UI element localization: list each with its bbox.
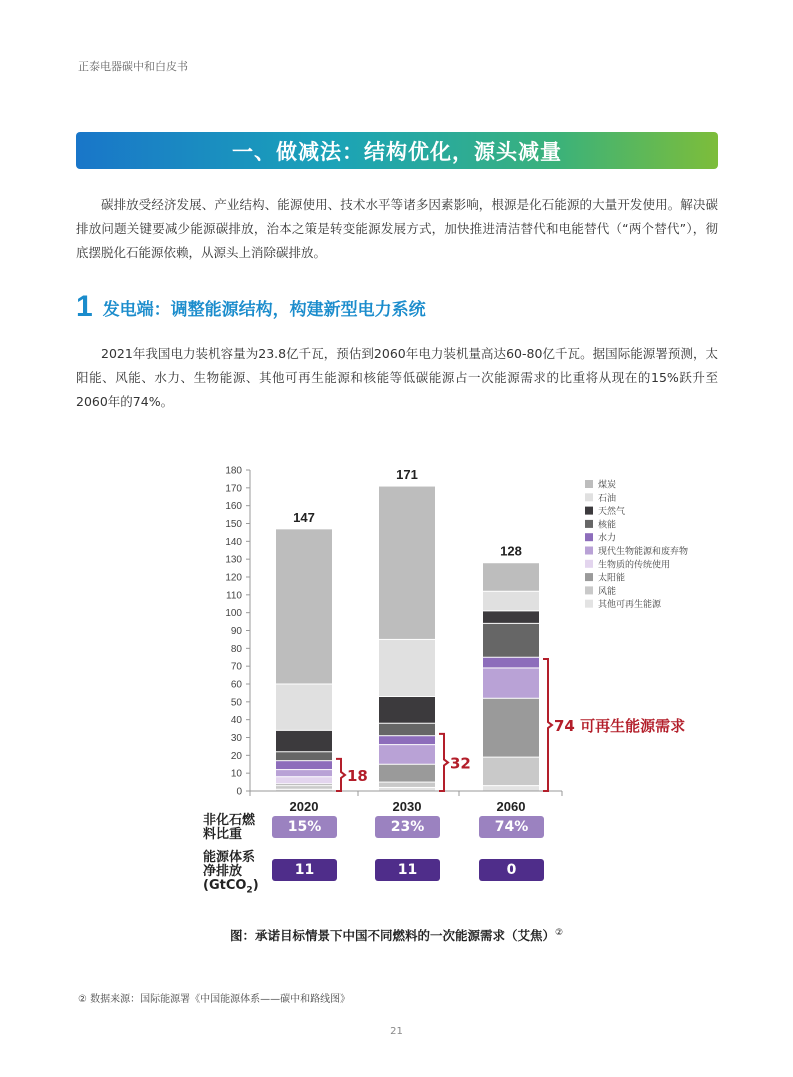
footnote: ② 数据来源：国际能源署《中国能源体系——碳中和路线图》: [78, 994, 351, 1005]
non-fossil-row-label: 非化石燃料比重: [203, 813, 256, 842]
bar-segment: [276, 685, 332, 730]
non-fossil-share-2030: 23%: [375, 816, 440, 838]
y-tick-label: 30: [230, 733, 242, 744]
bar-total-label: 128: [500, 543, 522, 559]
x-category-label: 2030: [392, 799, 422, 814]
y-tick-label: 0: [236, 786, 242, 798]
bar-segment: [379, 697, 435, 723]
y-tick-label: 80: [230, 643, 242, 655]
net-emission-2030: 11: [375, 859, 440, 881]
y-tick-label: 90: [230, 626, 242, 637]
non-fossil-share-2020: 15%: [272, 816, 337, 838]
y-tick-label: 100: [225, 608, 242, 620]
x-category-label: 2060: [496, 799, 526, 814]
bar-segment: [483, 668, 539, 697]
y-tick-label: 20: [230, 750, 242, 762]
net-emission-2060: 0: [479, 859, 544, 881]
legend-swatch: [585, 480, 593, 488]
y-tick-label: 10: [230, 768, 242, 780]
legend-label: 煤炭: [598, 480, 617, 491]
annotation-label: 18: [347, 766, 368, 785]
y-tick-label: 60: [230, 679, 242, 691]
intro-paragraph: 碳排放受经济发展、产业结构、能源使用、技术水平等诸多因素影响，根源是化石能源的大量开发使用。解决碳排放问题关键要减少能源碳排放，治本之策是转变能源发展方式，加快推进清洁替代和电能替代（“两个替代”），彻底摆脱化石能源依赖，从源头上消除碳排放。: [76, 197, 718, 260]
subsection-title: 发电端：调整能源结构，构建新型电力系统: [102, 299, 426, 320]
section-banner: [76, 132, 718, 169]
bar-segment: [483, 592, 539, 611]
bar-total-label: 171: [396, 467, 418, 483]
bar-segment: [276, 777, 332, 783]
legend-label: 水力: [598, 533, 617, 544]
legend-label: 风能: [598, 586, 617, 597]
bar-segment: [483, 658, 539, 668]
net-emission-label-text: 能源体系净排放(GtCO: [203, 850, 256, 893]
legend-label: 太阳能: [598, 573, 626, 584]
bar-segment: [379, 640, 435, 696]
figure-caption: [0, 926, 793, 944]
bar-segment: [276, 770, 332, 776]
net-emission-label-end: ): [252, 878, 259, 893]
bar-segment: [483, 758, 539, 786]
y-tick-label: 130: [225, 554, 242, 566]
legend-swatch: [585, 520, 593, 528]
bar-segment: [379, 724, 435, 735]
non-fossil-share-2060: 74%: [479, 816, 544, 838]
page-number: 21: [390, 1026, 403, 1037]
net-emission-row-label: [203, 851, 265, 898]
bar-segment: [276, 752, 332, 760]
y-tick-label: 150: [225, 519, 242, 530]
net-emission-2020: 11: [272, 859, 337, 881]
bar-segment: [483, 563, 539, 591]
bar-segment: [379, 765, 435, 782]
bar-segment: [379, 788, 435, 791]
annotation-bracket: [336, 759, 345, 791]
legend-label: 石油: [598, 493, 617, 504]
bar-segment: [379, 783, 435, 787]
caption-text: 图：承诺目标情景下中国不同燃料的一次能源需求（艾焦）: [229, 928, 555, 943]
annotation-label: 32: [450, 754, 471, 773]
bar-segment: [483, 786, 539, 790]
legend-swatch: [585, 507, 593, 515]
net-emission-label-sub: 2: [246, 885, 253, 896]
y-tick-label: 70: [230, 661, 242, 673]
legend-swatch: [585, 493, 593, 501]
legend-swatch: [585, 600, 593, 608]
y-tick-label: 170: [225, 483, 242, 495]
power-paragraph: 2021年我国电力装机容量为23.8亿千瓦，预估到2060年电力装机量高达60-80亿千瓦。据国际能源署预测，太阳能、风能、水力、生物能源、其他可再生能源和核能等低碳能源占一次能源需求的比重将从现在的15%跃升至2060年的74%。: [76, 346, 718, 409]
y-tick-label: 50: [230, 697, 242, 709]
legend-swatch: [585, 573, 593, 581]
bar-segment: [483, 699, 539, 757]
y-tick-label: 120: [225, 572, 242, 584]
legend-swatch: [585, 586, 593, 594]
annotation-label: 74 可再生能源需求: [554, 717, 686, 736]
y-tick-label: 40: [230, 715, 242, 727]
bar-segment: [276, 529, 332, 683]
bar-segment: [483, 624, 539, 657]
running-header: 正泰电器碳中和白皮书: [78, 60, 188, 73]
legend-label: 核能: [598, 520, 617, 531]
legend-swatch: [585, 560, 593, 568]
legend-swatch: [585, 547, 593, 555]
legend-label: 生物质的传统使用: [598, 560, 671, 571]
chart-legend: [585, 479, 688, 611]
bar-segment: [379, 736, 435, 744]
bar-segment: [483, 611, 539, 622]
section-title: 一、做减法：结构优化，源头减量: [232, 139, 562, 164]
y-tick-label: 110: [226, 590, 242, 602]
bar-segment: [379, 487, 435, 639]
legend-swatch: [585, 533, 593, 541]
caption-note: ②: [554, 927, 564, 938]
bar-segment: [379, 745, 435, 764]
bar-segment: [276, 786, 332, 789]
legend-label: 现代生物能源和废弃物: [598, 547, 689, 557]
y-tick-label: 140: [225, 536, 242, 548]
y-tick-label: 180: [225, 465, 242, 477]
bar-segment: [276, 784, 332, 785]
bar-segment: [276, 790, 332, 791]
y-tick-label: 160: [225, 501, 242, 513]
annotation-bracket: [543, 659, 552, 791]
bar-total-label: 147: [293, 509, 315, 525]
subsection-number: 1: [76, 290, 93, 323]
subsection-heading: [76, 290, 426, 324]
bar-segment: [276, 731, 332, 751]
bar-segment: [276, 761, 332, 769]
chart-bars: [276, 467, 539, 814]
x-category-label: 2020: [289, 799, 319, 814]
annotation-bracket: [439, 734, 448, 791]
legend-label: 天然气: [598, 507, 626, 518]
legend-label: 其他可再生能源: [598, 600, 662, 611]
